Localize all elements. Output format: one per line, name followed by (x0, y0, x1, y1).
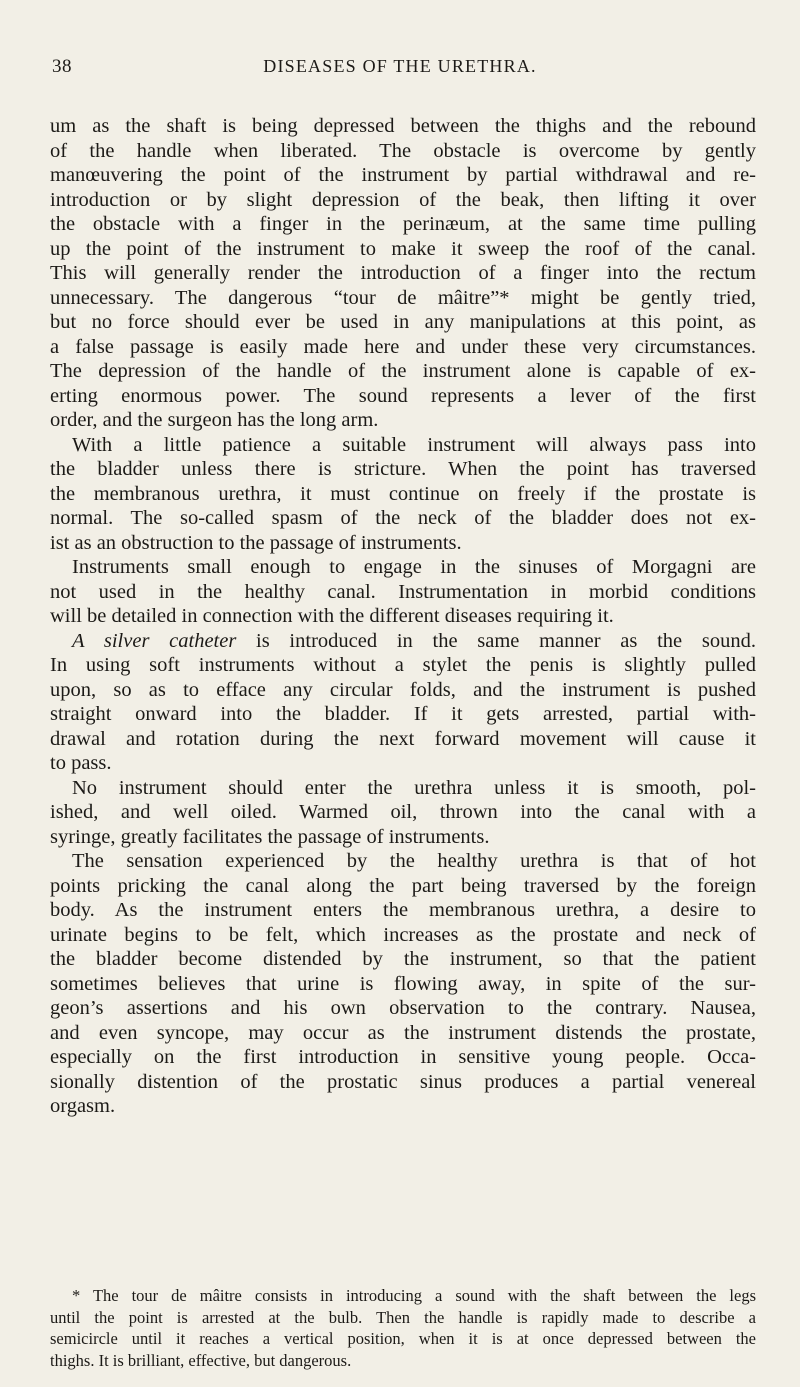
text-line: um as the shaft is being depressed between the thighs and the rebound (50, 115, 756, 137)
text-line: but no force should ever be used in any manipulations at this point, as (50, 311, 756, 333)
text-line: especially on the first introduction in sensitive young people. Occa- (50, 1046, 756, 1068)
text-line: not used in the healthy canal. Instrumentation in morbid conditions (50, 580, 756, 603)
text-line: introduction or by slight depression of the beak, then lifting it over (50, 188, 756, 211)
text-line: and even syncope, may occur as the instrument distends the prostate, (50, 1021, 756, 1044)
text-line: erting enormous power. The sound represents a lever of the first (50, 384, 756, 407)
text-line: unnecessary. The dangerous “tour de mâitre”* might be gently tried, (50, 286, 756, 309)
text-line: drawal and rotation during the next forward movement will cause it (50, 727, 756, 750)
text-line: urinate begins to be felt, which increases as the prostate and neck of (50, 923, 756, 946)
text-line: The depression of the handle of the instrument alone is capable of ex- (50, 360, 756, 382)
text-line: This will generally render the introduction of a finger into the rectum (50, 262, 756, 284)
text-line: will be detailed in connection with the different diseases requiring it. (50, 605, 614, 627)
text-line: sionally distention of the prostatic sinus produces a partial venereal (50, 1070, 756, 1093)
text-line: syringe, greatly facilitates the passage of instruments. (50, 825, 490, 848)
text-line: ished, and well oiled. Warmed oil, thrown into the canal with a (50, 801, 756, 823)
text-line: the bladder become distended by the instrument, so that the patient (50, 948, 756, 970)
body-text (50, 114, 756, 1119)
footnote-line: until the point is arrested at the bulb. Then the handle is rapidly made to describe a (50, 1307, 756, 1327)
text-line: ist as an obstruction to the passage of instruments. (50, 531, 462, 554)
text-line: With a little patience a suitable instrument will always pass into (72, 433, 756, 456)
text-line: the membranous urethra, it must continue on freely if the prostate is (50, 482, 756, 505)
text-line: No instrument should enter the urethra unless it is smooth, pol- (72, 776, 756, 799)
text-line: of the handle when liberated. The obstacle is overcome by gently (50, 139, 756, 162)
footnote-line: semicircle until it reaches a vertical position, when it is at once depressed between the (50, 1329, 756, 1348)
text-line: body. As the instrument enters the membranous urethra, a desire to (50, 899, 756, 921)
text-line: In using soft instruments without a stylet the penis is slightly pulled (50, 654, 756, 676)
text-line: straight onward into the bladder. If it gets arrested, partial with- (50, 703, 756, 725)
text-line: manœuvering the point of the instrument by partial withdrawal and re- (50, 164, 756, 186)
running-head: DISEASES OF THE URETHRA. (263, 56, 537, 76)
text-line: A silver catheter is introduced in the same manner as the sound. (72, 629, 756, 652)
footnote-line: thighs. It is brilliant, effective, but dangerous. (50, 1350, 352, 1370)
text-line: normal. The so-called spasm of the neck of the bladder does not ex- (50, 507, 756, 529)
text-line: upon, so as to efface any circular folds, and the instrument is pushed (50, 678, 756, 701)
page-header (52, 56, 748, 82)
text-line: Instruments small enough to engage in the sinuses of Morgagni are (72, 556, 756, 578)
page-number: 38 (52, 56, 72, 77)
text-line: a false passage is easily made here and under these very circumstances. (50, 335, 756, 358)
text-line: to pass. (50, 752, 112, 774)
footnote-line: * The tour de mâitre consists in introducing a sound with the shaft between the legs (72, 1286, 756, 1305)
text-line: the obstacle with a finger in the perinæum, at the same time pulling (50, 213, 756, 235)
italic-term: A silver catheter (72, 629, 237, 652)
text-line: points pricking the canal along the part being traversed by the foreign (50, 874, 756, 897)
text-line: The sensation experienced by the healthy urethra is that of hot (72, 850, 756, 872)
text-line: the bladder unless there is stricture. When the point has traversed (50, 458, 756, 480)
text-line: orgasm. (50, 1095, 116, 1117)
text-line: geon’s assertions and his own observation to the contrary. Nausea, (50, 997, 756, 1019)
footnote (50, 1285, 756, 1371)
text-line: sometimes believes that urine is flowing away, in spite of the sur- (50, 972, 756, 995)
text-line: order, and the surgeon has the long arm. (50, 409, 379, 431)
text-line: up the point of the instrument to make it sweep the roof of the canal. (50, 237, 756, 260)
